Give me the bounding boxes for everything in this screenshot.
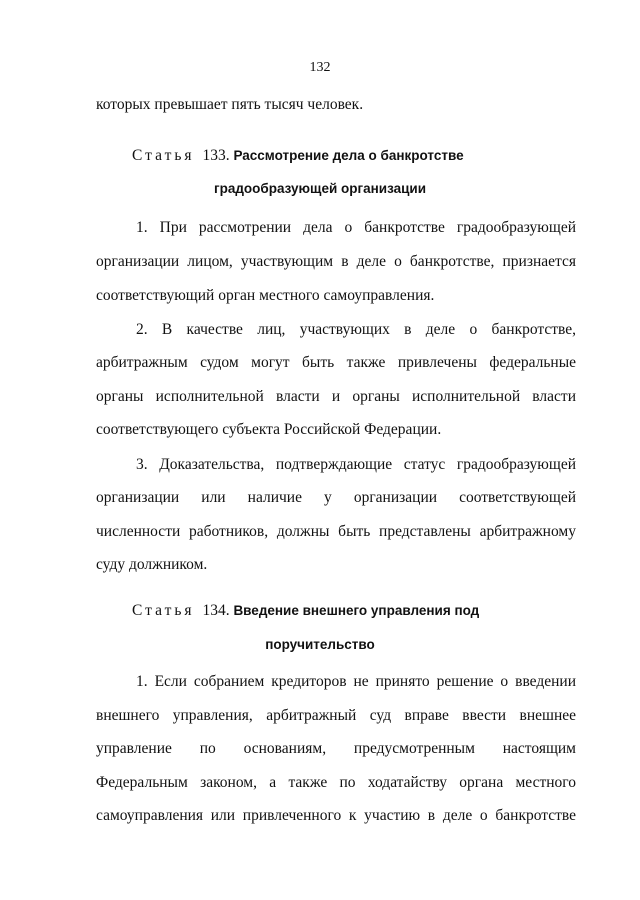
paragraph-line: 3. Доказательства, подтверждающие статус градообразующей (136, 456, 576, 473)
paragraph-line: суду должником. (96, 556, 208, 573)
paragraph-line: управление по основаниям, предусмотренным настоящим (96, 740, 576, 757)
paragraph-line: численности работников, должны быть представлены арбитражному (96, 523, 576, 540)
paragraph-line: 1. Если собранием кредиторов не принято решение о введении (136, 673, 576, 690)
article-number: 133. (202, 147, 230, 164)
article-word: Статья (132, 602, 195, 619)
intro-line: которых превышает пять тысяч человек. (96, 96, 364, 113)
paragraph-line: арбитражным судом могут быть также привлечены федеральные (96, 354, 576, 371)
paragraph-line: Федеральным законом, а также по ходатайству органа местного (96, 774, 576, 791)
article-title-continued: поручительство (265, 637, 375, 652)
paragraph-line: органы исполнительной власти и органы исполнительной власти (96, 388, 576, 405)
paragraph-line: организации или наличие у организации соответствующей (96, 489, 576, 506)
article-133-heading (132, 146, 592, 166)
article-134-heading (132, 601, 592, 621)
paragraph-line: внешнего управления, арбитражный суд вправе ввести внешнее (96, 707, 576, 724)
article-title: Рассмотрение дела о банкротстве (233, 148, 464, 163)
article-title-continued: градообразующей организации (213, 181, 427, 196)
paragraph-line: 1. При рассмотрении дела о банкротстве градообразующей (136, 219, 576, 236)
paragraph-line: самоуправления или привлеченного к участию в деле о банкротстве (96, 807, 576, 824)
paragraph-line: соответствующий орган местного самоуправления. (96, 287, 435, 304)
paragraph-line: 2. В качестве лиц, участвующих в деле о банкротстве, (136, 321, 576, 338)
article-number: 134. (202, 602, 230, 619)
paragraph-line: соответствующего субъекта Российской Федерации. (96, 421, 442, 438)
page-number: 132 (309, 60, 331, 75)
article-title: Введение внешнего управления под (233, 603, 480, 618)
article-word: Статья (132, 147, 195, 164)
paragraph-line: организации лицом, участвующим в деле о банкротстве, признается (96, 253, 576, 270)
